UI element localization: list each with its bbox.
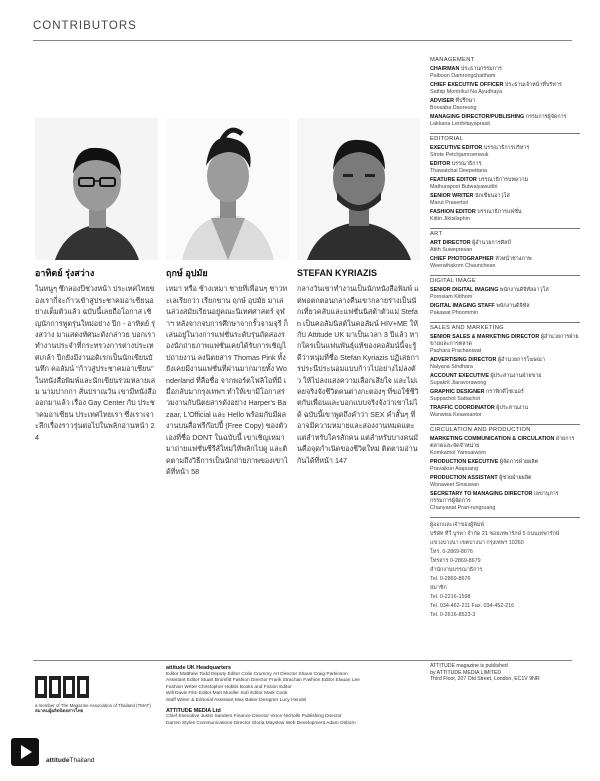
masthead-entry	[430, 334, 580, 355]
publisher-line: แขวงบางนา เขตบางนา กรุงเทพฯ 10260	[430, 540, 524, 546]
publisher-line: โทรสาร 0-2869-8679	[430, 558, 481, 564]
masthead-role-thai: บรรณาธิการบริหาร	[483, 145, 530, 151]
uk-hq-line: Editor Matthew Todd Deputy Editor Colin Crummy Art Director Shaun Craig Parkinson	[166, 671, 348, 677]
masthead-entry	[430, 66, 580, 80]
uk-hq-line: Staff Writer & Editorial Assistant Max Baker Designer Lucy Hendel	[166, 697, 307, 703]
masthead-role-thai: พนักงานดิจิทัล	[496, 303, 530, 309]
masthead-role-thai: พนักงานดิจิทัลอาวุโส	[499, 287, 549, 293]
header-divider	[33, 40, 572, 41]
masthead-role: ART DIRECTOR	[430, 240, 473, 246]
tmat-caption	[35, 703, 157, 713]
masthead-entry	[430, 436, 580, 457]
contributor-1	[35, 268, 157, 443]
masthead-person: Pravaikun Aiapuang	[430, 466, 478, 472]
contributor-name: ฤกษ์ อุปมัย	[166, 268, 208, 278]
publisher-line: ผู้ออกและเจ้าของผู้พิมพ์	[430, 522, 484, 528]
masthead-entry	[430, 82, 580, 96]
masthead-role: FASHION EDITOR	[430, 209, 478, 215]
masthead-role-thai: บรรณาธิการ	[451, 161, 482, 167]
publisher-line: สมาชิก	[430, 585, 447, 591]
masthead-person: Chanyanat Pran-rungruang	[430, 505, 496, 511]
masthead-section-title: CIRCULATION AND PRODUCTION	[430, 427, 531, 433]
brand-region: Thailand	[69, 757, 95, 764]
masthead-entry	[430, 161, 580, 175]
masthead-person: Wanwisa Keawsantor	[430, 412, 482, 418]
contributor-photo-2	[166, 118, 289, 260]
masthead-entry	[430, 98, 580, 112]
masthead-role: SENIOR WRITER	[430, 193, 475, 199]
masthead-role: EXECUTIVE EDITOR	[430, 145, 484, 151]
masthead-person: Pachara Prachaniwat	[430, 348, 482, 354]
contributor-bio: เหมา หรือ ช้างเหมา ชายที่เพื่อนๆ ชาวทะเลเรียกว่า เรียกขาน ฤกษ์ อุปมัย มาเล่นล่วงสมัยเรียนอยู่คณะนิเทศศาสตร์ จุฬาฯ หลังจากจบการศึกษาจากรั้วจามจุรี ก็เล่นอยู่ในวงการแฟชั่นระดับรุ่นถัดสองรองนักถ่ายภาพแฟชั่นเคยได้รับการเชิญไปถ่ายงาน ลงนิตยสาร Thomas Pink ทั้งยังเคยมีงานแฟชั่นที่ผ่านมากมายทั้ง Wonderland ที่ลือชื่อ จากพอร์ตโฟลิโอที่มี เมื่อกลับมากรุงเทพฯ ทำให้เขามีโอกาสร่วมงานกับนิตยสารดังอย่าง Harper's Bazaar, L'Official และ Hello พร้อมกับมีผลงานบนสื่อฟรีก๊อปปี้ (Free Copy) ของตัวเองที่ชื่อ DONT ในฉบับนี้ เขาเชิญเหมามาถ่ายแฟชั่นซีรีส์ใหม่ให้พลิกไปดู และติดตามถึงวิธีการเป็นนักถ่ายภาพของเขาได้ที่หน้า 58	[166, 284, 288, 476]
masthead-person: Sirote Petchjamroenwuk	[430, 152, 489, 158]
masthead-entry	[430, 145, 580, 159]
masthead-section	[430, 55, 580, 128]
masthead-role: ADVERTISING DIRECTOR	[430, 357, 498, 363]
masthead-role-thai: กรรมการผู้จัดการ	[525, 114, 567, 120]
contributor-bio: กลางวันเขาทำงานเป็นนักหนังสือพิมพ์ แต่พอตกตอนกลางคืนเขากลายร่างเป็นนักเที่ยวคลับและแฟชั่นนิสต้าตัวแม่ Stefan เป็นคอลัมนิสต์ในคอลัมน์ HIV+ME ให้กับ Attitude UK มาเป็นเวลา 3 ปีแล้ว หากใครเป็นแฟนพันธุ์แท้ของคอลัมน์นี้จะรู้ดีว่าหนุ่มที่ชื่อ Stefan Kyriazis ปฏิเสธการประนีประนอมแบบก้าวไปอย่างไม่ลงตัว ให้ไปลงแสงความเลือกเสียใจ และไม่เคยจริงจังชีวิตคนต่างกะตองๆ ที่ขอใช้ชีวิตกับเพื่อนและบอกแบบจริงจังว่าเขาไม่ได้ ฉบับนี้เขาพูดถึงคำว่า SEX คำสั้นๆ ที่อาจมีความหมายและสองงานหมดแตะแต่สำหรับใครสักคน แต่สำหรับบางคนมันคือจุดกำเนิดของชีวิตใหม่ ติดตามอ่านกันได้ที่หน้า 147	[297, 284, 419, 465]
contributor-photo-3	[297, 118, 420, 260]
masthead-role-thai: ผู้ช่วยฝ่ายผลิต	[499, 475, 532, 481]
masthead-section	[430, 322, 580, 419]
masthead-role: GRAPHIC DESIGNER	[430, 389, 487, 395]
masthead	[430, 55, 580, 619]
masthead-person: Marut Prasertsri	[430, 200, 469, 206]
brand-name: attitude	[46, 757, 70, 764]
masthead-role: PRODUCTION EXECUTIVE	[430, 459, 500, 465]
masthead-person: Kittin Jiktsilaphin	[430, 216, 470, 222]
masthead-role-thai: ประธานเจ้าหน้าที่บริหาร	[504, 82, 562, 88]
masthead-role: PRODUCTION ASSISTANT	[430, 475, 500, 481]
tmat-caption-en: a member of The Magazine Association of Thailand (TMAT)	[35, 703, 151, 708]
masthead-person: Sathip Montrikul Na Ayudhaya	[430, 89, 503, 95]
masthead-role: CHIEF PHOTOGRAPHER	[430, 256, 496, 262]
masthead-role-thai: ผู้ประสานงานฝ่ายขาย	[490, 373, 542, 379]
contributor-3	[297, 268, 419, 466]
uk-headquarters	[166, 662, 416, 727]
masthead-section	[430, 228, 580, 270]
masthead-role-thai: ผู้อำนวยการฝ่ายขายและการตลาด	[430, 334, 579, 347]
masthead-section-title: EDITORIAL	[430, 136, 464, 142]
masthead-section-title: ART	[430, 231, 443, 237]
uk-hq-line: Assistant Editor Stuart Brumfitt Fashion Director Frank Strachan Fashion Editor Elauan Lee	[166, 678, 360, 684]
masthead-entry	[430, 491, 580, 512]
masthead-entry	[430, 357, 580, 371]
masthead-person: Mathurapost Butwaiyawutthi	[430, 184, 498, 190]
credit-line: by ATTITUDE MEDIA LIMITED	[430, 669, 502, 676]
masthead-role-thai: นักเขียนอาวุโส	[474, 193, 510, 199]
masthead-entry	[430, 209, 580, 223]
contributor-photo-1	[35, 118, 158, 260]
masthead-entry	[430, 475, 580, 489]
masthead-person: Supakrit Jiaravorawong	[430, 380, 487, 386]
credit-line: Third Floor, 207 Old Street, London, EC1V 9NR	[430, 676, 540, 683]
uk-hq-line: Fashion Writer Christopher Hobbs Books and Fiction Editor	[166, 684, 292, 690]
masthead-role: MARKETING COMMUNICATION & CIRCULATION	[430, 436, 556, 442]
masthead-person: Weerathakom Chaunchean	[430, 263, 496, 269]
masthead-role-thai: ผู้ประสานงาน	[496, 405, 528, 411]
uk-hq-title: attitude UK Headquarters	[166, 665, 231, 671]
publisher-line: Tel. 0-2869-8676	[430, 576, 471, 582]
masthead-role-thai: บรรณาธิการบทความ	[478, 177, 529, 183]
attitude-media-line: Darren Styles Communications Director Gloria Mayslew Web Development Adam Osborn	[166, 720, 356, 726]
masthead-role-thai: บรรณาธิการแฟชั่น	[477, 209, 522, 215]
masthead-entry	[430, 459, 580, 473]
uk-hq-line: Will Davis Film Editor Matt Mueller Sub Editor Mark Cook	[166, 691, 288, 697]
masthead-section	[430, 424, 580, 512]
masthead-person: Woraweet Sinsuwan	[430, 482, 480, 488]
masthead-role-thai: ผู้อำนวยการศิลป์	[472, 240, 511, 246]
brand-footer	[46, 757, 94, 764]
page-title: CONTRIBUTORS	[33, 20, 137, 32]
masthead-person: Atith Suwepresan	[430, 247, 473, 253]
masthead-role: FEATURE EDITOR	[430, 177, 479, 183]
masthead-role-thai: ฝ่ายการตลาดและจัดจำหน่าย	[430, 436, 575, 449]
masthead-section-title: SALES AND MARKETING	[430, 325, 504, 331]
attitude-media-title: ATTITUDE MEDIA Ltd	[166, 707, 221, 714]
masthead-role: ACCOUNT EXECUTIVE	[430, 373, 491, 379]
masthead-role-thai: ผู้จัดการฝ่ายผลิต	[499, 459, 539, 465]
masthead-role-thai: กราฟิกดีไซเนอร์	[486, 389, 524, 395]
credit-line: ATTITUDE magazine is published	[430, 663, 508, 669]
publisher-line: บริษัท ทีวี บูรพา จำกัด 21 ซอยเทพารักษ์ 5 ถนนเทพารักษ์	[430, 531, 560, 537]
masthead-role-thai: ที่ปรึกษา	[455, 98, 476, 104]
publisher-line: Tel. 0-2616-8523-3	[430, 612, 476, 618]
masthead-entry	[430, 177, 580, 191]
masthead-person: Paiboon Damrongchaitham	[430, 73, 496, 79]
masthead-person: Pornsiam Kitihom	[430, 294, 473, 300]
masthead-entry	[430, 287, 580, 301]
masthead-role: SENIOR SALES & MARKETING DIRECTOR	[430, 334, 541, 340]
contributor-name: อาทิตย์ รุ่งสว่าง	[35, 268, 95, 278]
tmat-caption-th: สมาคมผู้ผลิตนิตยสารไทย	[35, 708, 84, 714]
masthead-person: Lakkana Lerdvitayaprasit	[430, 121, 490, 127]
contributor-2	[166, 268, 288, 477]
masthead-role: EDITOR	[430, 161, 452, 167]
masthead-role: DIGITAL IMAGING STAFF	[430, 303, 497, 309]
masthead-role: TRAFFIC COORDINATOR	[430, 405, 497, 411]
publisher-line: สำนักงานบรรณาธิการ	[430, 567, 483, 573]
masthead-entry	[430, 373, 580, 387]
masthead-section-title: MANAGEMENT	[430, 57, 475, 63]
masthead-person: Thawatchai Deepettana	[430, 168, 487, 174]
masthead-person: Suppachot Sattachot	[430, 396, 481, 402]
masthead-entry	[430, 405, 580, 419]
masthead-section-title: DIGITAL IMAGE	[430, 278, 477, 284]
masthead-person: Boosaba Daoreung	[430, 105, 477, 111]
masthead-role: SENIOR DIGITAL IMAGING	[430, 287, 500, 293]
masthead-role: SECRETARY TO MANAGING DIRECTOR	[430, 491, 534, 497]
masthead-role: MANAGING DIRECTOR/PUBLISHING	[430, 114, 526, 120]
masthead-role: CHIEF EXECUTIVE OFFICER	[430, 82, 505, 88]
play-icon[interactable]	[11, 738, 39, 766]
masthead-role-thai: ประธานกรรมการ	[460, 66, 502, 72]
publisher-line: โทร. 0-2869-8676	[430, 549, 473, 555]
masthead-person: Komkamol Yamsaiwom	[430, 450, 486, 456]
masthead-person: Pakawat Phoommin	[430, 310, 478, 316]
publisher-line: Tel. 034-462-211 Fax. 034-452-216	[430, 603, 515, 609]
publisher-credit	[430, 663, 580, 683]
masthead-role-thai: ผู้อำนวยการโฆษณา	[497, 357, 545, 363]
publisher-info	[430, 517, 580, 619]
masthead-entry	[430, 256, 580, 270]
masthead-entry	[430, 240, 580, 254]
attitude-media-line: Chief Executive Justin Sanders Finance Director Vince Nicholls Publishing Director	[166, 714, 342, 720]
masthead-role-thai: หัวหน้าช่างภาพ	[495, 256, 532, 262]
tmat-logo	[35, 676, 95, 698]
masthead-entry	[430, 193, 580, 207]
masthead-entry	[430, 114, 580, 128]
masthead-person: Nalyana Sindhara	[430, 364, 473, 370]
contributor-bio: ในหนูๆ ซึกลองปีช่วงหน้า ประเทศไทยของเรากี่จะก้าวเข้าสู่ประชาคมอาเซียนอย่างเต็มตัวแล้ว ฉบับนี้เลยถือโอกาส เชิญนักการทูตรุ่นใหม่อย่าง ปีก - อาทิตย์ รุ่งสว่าง มาแสดงทัศนะดังกล่าวย บอกเราทำงานประจำที่กระทรวงการต่างประเทศเกล้า ปีกยังมีงานอดิเรกเป็นนักเขียนบันทึก คอลัมน์ "ก้าวสู่ประชาคมอาเซียน" ในหนังสือพิมพ์และนักเขียนร่วมหลายเล่ม นามปากกา สั่นปราณวัน เขามีหนังสือออกมาแล้ว เรื่อง Gay Center กับ ประชาคมอาเซียน ประเทศไทยเรา ซึ่งเราเจาะลึกเรื่องราวรุ่นต่อไปในพลิกอ่านหน้า 24	[35, 284, 157, 442]
masthead-entry	[430, 303, 580, 317]
publisher-line: Tel. 0-2216-1598	[430, 594, 471, 600]
masthead-role-thai: เลขานุการกรรมการผู้จัดการ	[430, 491, 559, 504]
masthead-entry	[430, 389, 580, 403]
contributor-name: STEFAN KYRIAZIS	[297, 268, 378, 278]
masthead-role: ADVISER	[430, 98, 456, 104]
footer-divider	[33, 660, 572, 661]
masthead-section	[430, 133, 580, 223]
masthead-role: CHAIRMAN	[430, 66, 461, 72]
masthead-section	[430, 275, 580, 317]
